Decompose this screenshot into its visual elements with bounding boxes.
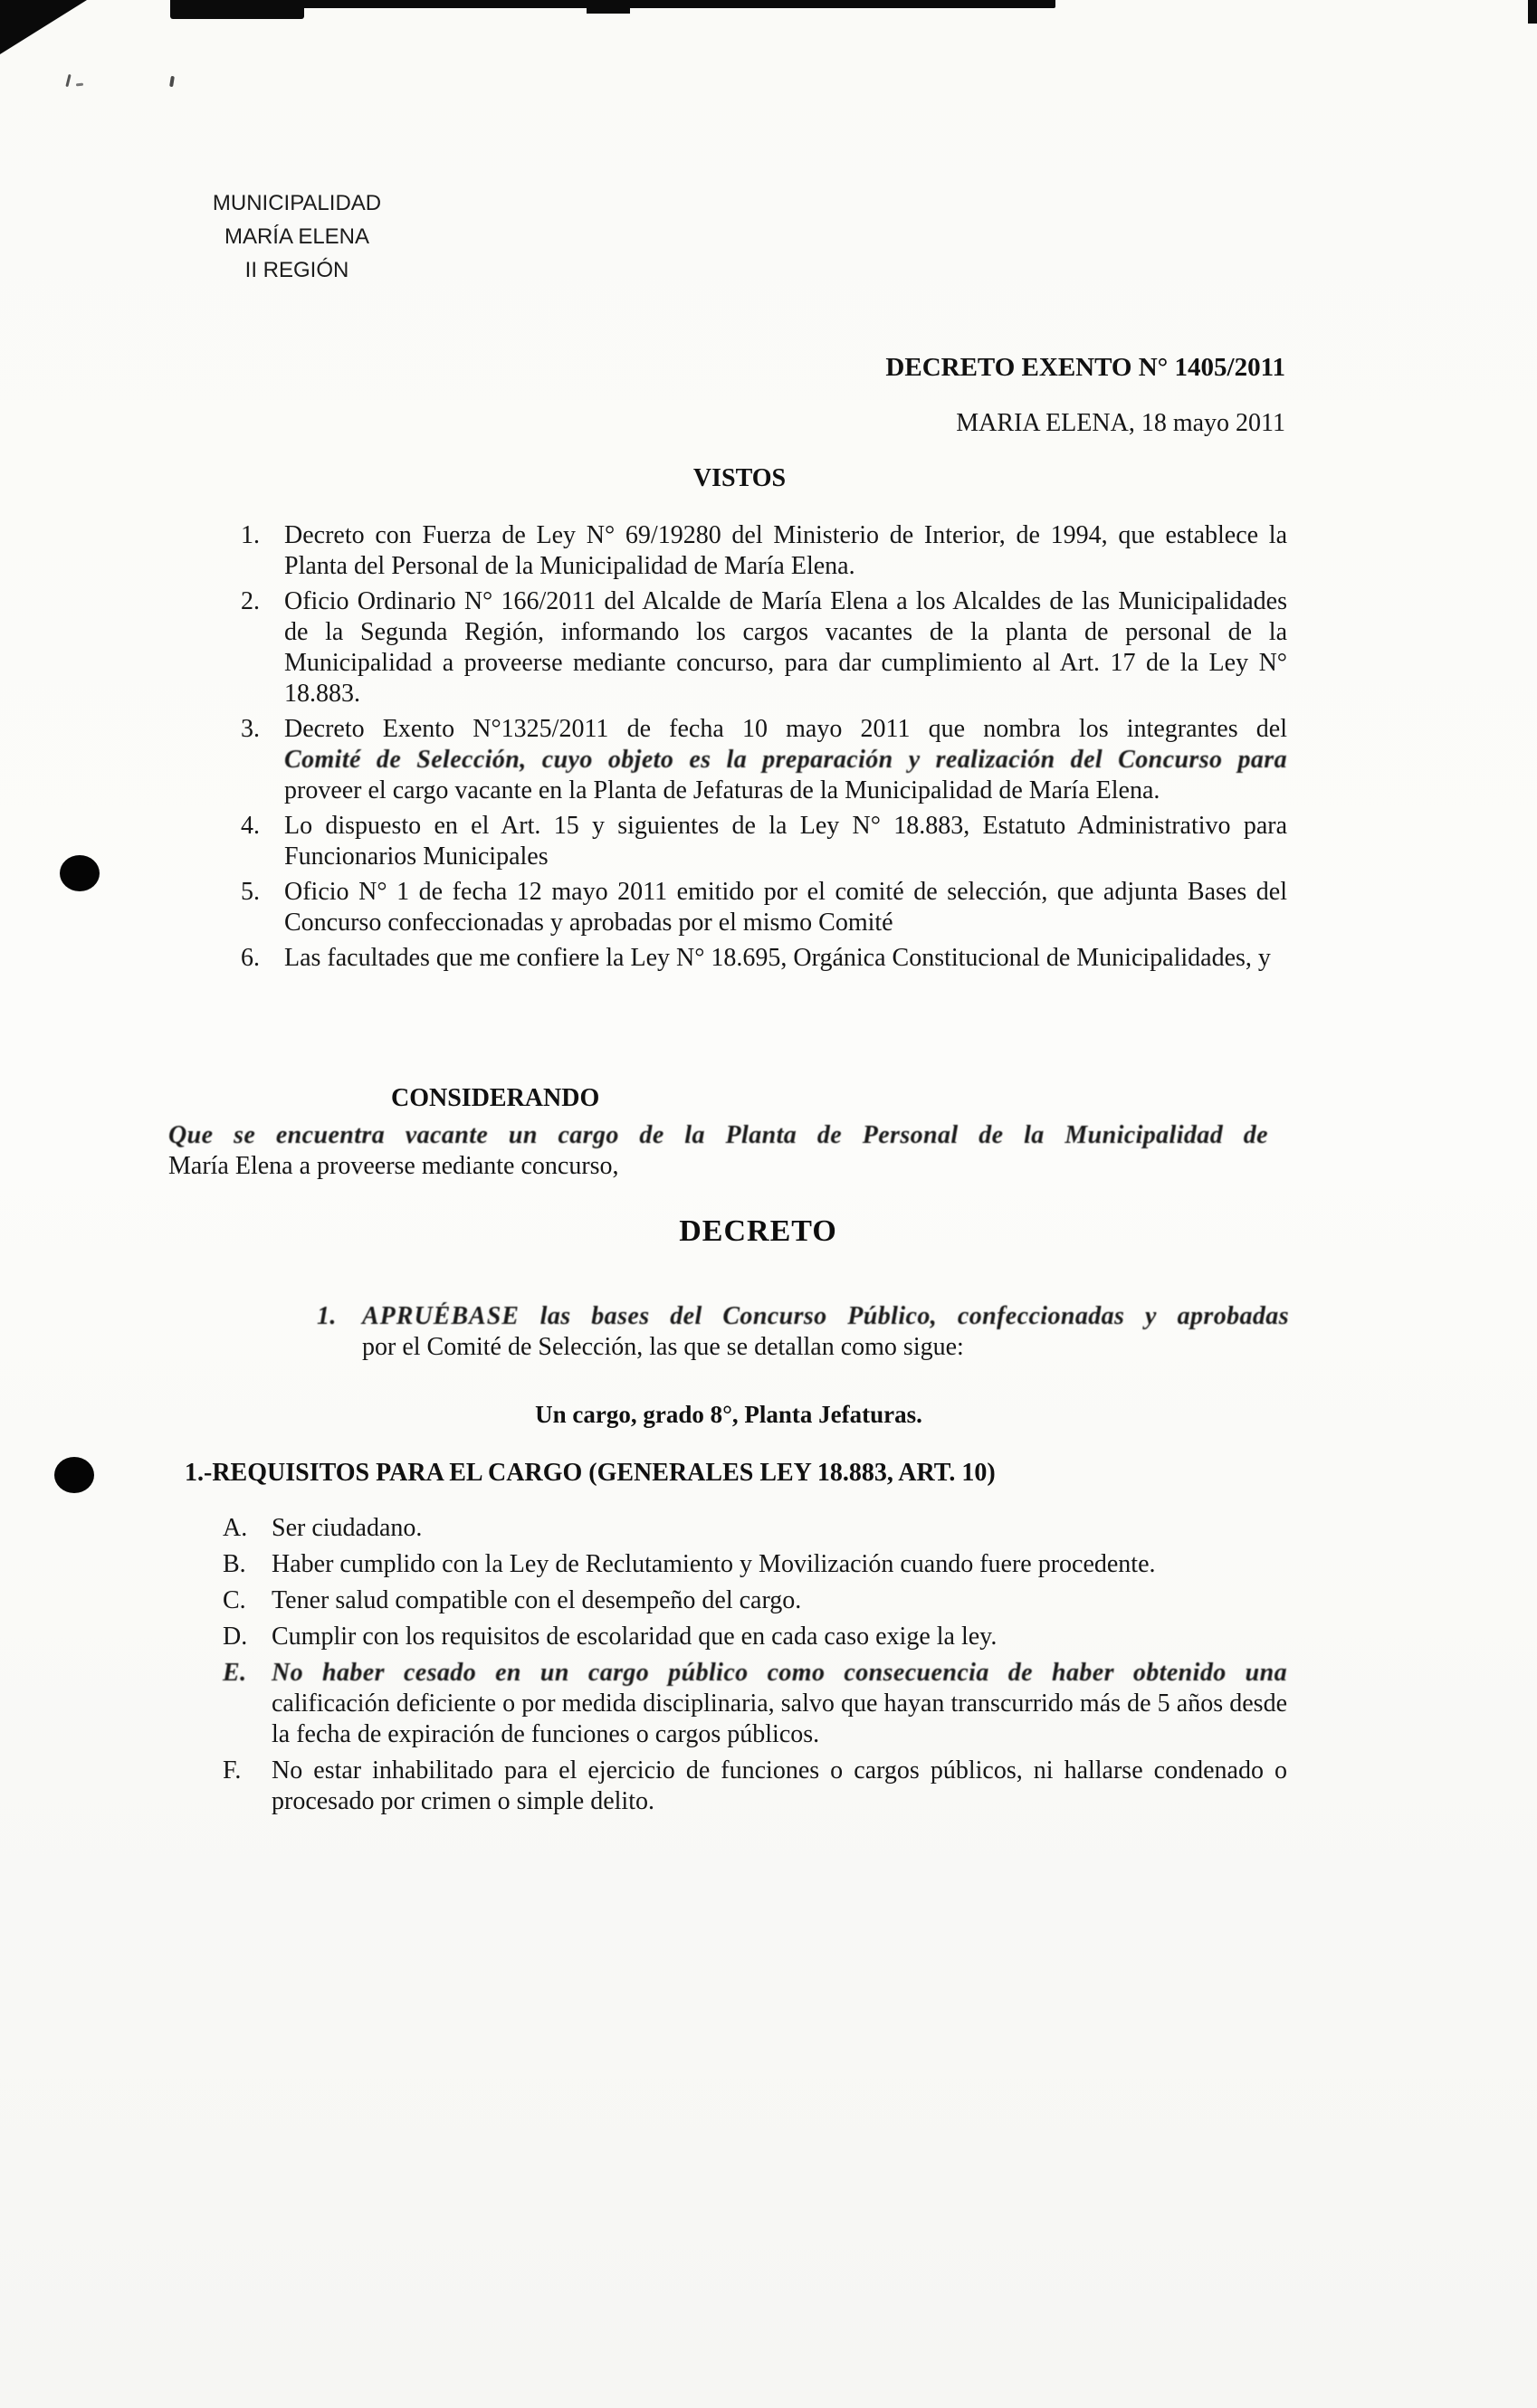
item-text-rest: calificación deficiente o por medida disciplinaria, salvo que hayan transcurrido más de 5 años desde la fecha de expiración de funciones o cargos públicos. [272, 1689, 1287, 1748]
cargo-summary-line: Un cargo, grado 8°, Planta Jefaturas. [535, 1401, 922, 1428]
item-letter: B. [223, 1550, 246, 1578]
vistos-item-5 [241, 877, 1287, 938]
item-number: 4. [241, 812, 260, 840]
item-number: 2. [241, 587, 260, 615]
item-number: 3. [241, 715, 260, 743]
item-letter: F. [223, 1756, 242, 1785]
considerando-paragraph [168, 1120, 1268, 1182]
letterhead-municipality: MUNICIPALIDAD [212, 191, 382, 215]
decree-number: DECRETO EXENTO N° 1405/2011 [885, 353, 1285, 382]
pen-scribble-mark [76, 83, 83, 87]
considerando-rest: María Elena a proveerse mediante concurso, [168, 1152, 619, 1180]
requisito-f [223, 1756, 1287, 1817]
hole-punch-dot [54, 1457, 94, 1493]
section-title-vistos: VISTOS [692, 464, 787, 492]
vistos-item-3 [241, 714, 1287, 806]
item-text: Decreto con Fuerza de Ley N° 69/19280 del Ministerio de Interior, de 1994, que establece la Planta del Personal de la Municipalidad de María Elena. [284, 521, 1287, 580]
item-text [362, 1301, 1289, 1363]
scan-artifact-top-right-nub [1528, 0, 1537, 24]
item-text: Lo dispuesto en el Art. 15 y siguientes de la Ley N° 18.883, Estatuto Administrativo para Funcionarios Municipales [284, 812, 1287, 871]
letterhead-city: MARÍA ELENA [224, 224, 370, 249]
vistos-item-1 [241, 520, 1287, 582]
item-text-line [362, 1301, 1289, 1332]
requisito-e [223, 1658, 1287, 1750]
vistos-list [241, 520, 1287, 978]
place-and-date: MARIA ELENA, 18 mayo 2011 [956, 409, 1285, 437]
item-text: Oficio Ordinario N° 166/2011 del Alcalde de María Elena a los Alcaldes de las Municipalidades de la Segunda Región, informando los cargos vacantes de la planta de personal de la Municipalidad a proveerse mediante concurso, para dar cumplimiento al Art. 17 de la Ley N° 18.883. [284, 587, 1287, 708]
item-text: Haber cumplido con la Ley de Reclutamiento y Movilización cuando fuere procedente. [272, 1550, 1156, 1578]
item-number: 1. [317, 1302, 337, 1330]
requisitos-title: 1.-REQUISITOS PARA EL CARGO (GENERALES LEY 18.883, ART. 10) [185, 1459, 996, 1487]
item-letter: A. [223, 1514, 248, 1542]
item-letter: E. [223, 1659, 247, 1687]
pen-scribble-mark [65, 74, 71, 87]
vistos-item-4 [241, 811, 1287, 872]
vistos-item-2 [241, 586, 1287, 709]
hole-punch-dot [60, 855, 100, 891]
decreto-item-1 [317, 1301, 1289, 1363]
item-text: Cumplir con los requisitos de escolaridad que en cada caso exige la ley. [272, 1623, 998, 1651]
pen-scribble-mark [169, 76, 175, 87]
item-text-smudged-line: No haber cesado en un cargo público como consecuencia de haber obtenido una [272, 1659, 1287, 1687]
item-text-line: Decreto Exento N°1325/2011 de fecha 10 mayo 2011 que nombra los integrantes del [284, 715, 1287, 743]
section-title-considerando: CONSIDERANDO [391, 1084, 600, 1112]
section-title-decreto: DECRETO [679, 1214, 837, 1248]
item-text: Ser ciudadano. [272, 1514, 423, 1542]
item-text-smudged: las bases del Concurso Público, confeccionadas y aprobadas [519, 1302, 1289, 1330]
letterhead [205, 186, 389, 287]
item-text: Las facultades que me confiere la Ley N° 18.695, Orgánica Constitucional de Municipalidades, y [284, 944, 1271, 972]
requisito-a [223, 1513, 1287, 1544]
item-number: 5. [241, 878, 260, 906]
item-number: 1. [241, 521, 260, 549]
item-letter: D. [223, 1623, 248, 1651]
considerando-smudged-line: Que se encuentra vacante un cargo de la Planta de Personal de la Municipalidad de [168, 1121, 1268, 1149]
item-text [284, 714, 1287, 806]
letterhead-region: II REGIÓN [244, 258, 349, 282]
item-text: Tener salud compatible con el desempeño del cargo. [272, 1586, 802, 1614]
item-text: No estar inhabilitado para el ejercicio de funciones o cargos públicos, ni hallarse condenado o procesado por crimen o simple delito. [272, 1756, 1287, 1815]
apruebase-verb: APRUÉBASE [362, 1302, 520, 1330]
item-text-rest: proveer el cargo vacante en la Planta de Jefaturas de la Municipalidad de María Elena. [284, 776, 1160, 804]
scan-artifact-top-bar-mid [587, 0, 630, 14]
item-text-smudged-line: Comité de Selección, cuyo objeto es la preparación y realización del Concurso para [284, 746, 1287, 774]
requisito-b [223, 1549, 1287, 1580]
scan-artifact-corner-wedge [0, 0, 87, 54]
item-text-rest: por el Comité de Selección, las que se detallan como sigue: [362, 1333, 964, 1361]
requisito-c [223, 1585, 1287, 1616]
item-text [272, 1658, 1287, 1750]
requisito-d [223, 1622, 1287, 1652]
item-letter: C. [223, 1586, 246, 1614]
item-number: 6. [241, 944, 260, 972]
item-text: Oficio N° 1 de fecha 12 mayo 2011 emitido por el comité de selección, que adjunta Bases del Concurso confeccionadas y aprobadas por el mismo Comité [284, 878, 1287, 937]
scan-artifact-top-bar-thick [170, 0, 304, 19]
requisitos-list [223, 1513, 1287, 1823]
vistos-item-6 [241, 943, 1287, 974]
